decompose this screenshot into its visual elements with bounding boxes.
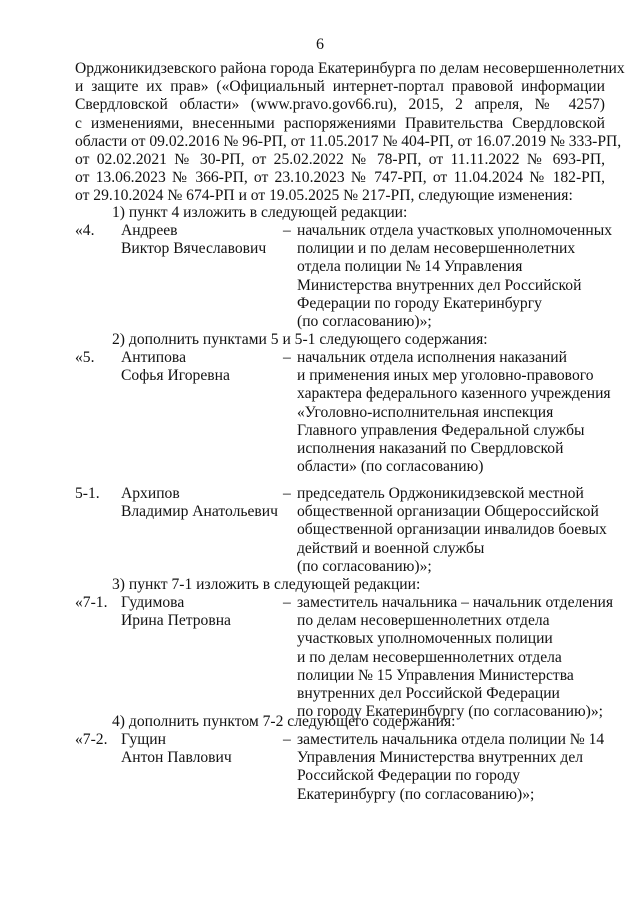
section-heading-1: 1) пункт 4 изложить в следующей редакции: (112, 204, 408, 221)
intro-line: области от 09.02.2016 № 96-РП, от 11.05.2017 № 404-РП, от 16.07.2019 № 333-РП, (75, 132, 622, 150)
desc-line: Министерства внутренних дел Российской (297, 276, 582, 294)
desc-line: области» (по согласованию) (297, 458, 484, 476)
desc-line: характера федерального казенного учреждения (297, 385, 611, 403)
page-number: 6 (316, 36, 324, 53)
entry-person-name (121, 485, 278, 521)
desc-line: и по делам несовершеннолетних отдела (297, 648, 562, 666)
entry-number: «7-1. (75, 594, 108, 611)
intro-paragraph (75, 60, 625, 206)
entry-position-description (297, 485, 607, 576)
intro-line: с изменениями, внесенными распоряжениями Правительства Свердловской (75, 114, 605, 132)
desc-line: председатель Орджоникидзевской местной (297, 485, 584, 502)
entry-person-name (121, 222, 266, 258)
desc-line: Российской Федерации по городу (297, 767, 521, 785)
desc-line: полиции и по делам несовершеннолетних (297, 240, 576, 258)
desc-line: начальник отдела участковых уполномоченных (297, 222, 613, 239)
surname: Архипов (121, 485, 180, 502)
given-name: Виктор Вячеславович (121, 240, 267, 258)
given-name: Ирина Петровна (121, 612, 231, 630)
dash-separator: – (283, 222, 291, 239)
given-name: Антон Павлович (121, 749, 232, 767)
desc-line: общественной организации инвалидов боевых (297, 521, 607, 539)
intro-line: и защите их прав» («Официальный интернет-портал правовой информации (75, 78, 605, 96)
entry-number: «5. (75, 349, 95, 366)
entry-person-name (121, 594, 231, 630)
entry-number: «4. (75, 222, 95, 239)
desc-line: Федерации по городу Екатеринбургу (297, 294, 542, 312)
desc-line: общественной организации Общероссийской (297, 503, 599, 521)
desc-line: по городу Екатеринбургу (по согласованию)»; (297, 703, 603, 721)
given-name: Софья Игоревна (121, 367, 230, 385)
entry-person-name (121, 731, 232, 767)
desc-line: Управления Министерства внутренних дел (297, 749, 584, 767)
intro-line: Орджоникидзевского района города Екатеринбурга по делам несовершеннолетних (75, 60, 625, 77)
surname: Антипова (121, 349, 186, 366)
desc-line: действий и военной службы (297, 539, 485, 557)
desc-line: Екатеринбургу (по согласованию)»; (297, 785, 535, 803)
desc-line: исполнения наказаний по Свердловской (297, 440, 564, 458)
intro-line: от 13.06.2023 № 366-РП, от 23.10.2023 № 747-РП, от 11.04.2024 № 182-РП, (75, 169, 605, 187)
dash-separator: – (283, 731, 291, 748)
desc-line: Главного управления Федеральной службы (297, 421, 585, 439)
entry-number: 5-1. (75, 485, 100, 502)
dash-separator: – (283, 594, 291, 611)
desc-line: отдела полиции № 14 Управления (297, 258, 523, 276)
desc-line: участковых уполномоченных полиции (297, 630, 553, 648)
section-heading-4: 4) дополнить пунктом 7-2 следующего содержания: (112, 713, 456, 730)
desc-line: «Уголовно-исполнительная инспекция (297, 403, 554, 421)
intro-line: Свердловской области» (www.pravo.gov66.ru), 2015, 2 апреля, № 4257) (75, 96, 605, 114)
surname: Андреев (121, 222, 178, 239)
dash-separator: – (283, 349, 291, 366)
entry-position-description (297, 349, 611, 476)
entry-number: «7-2. (75, 731, 108, 748)
intro-line: от 29.10.2024 № 674-РП и от 19.05.2025 № 217-РП, следующие изменения: (75, 187, 573, 205)
intro-line: от 02.02.2021 № 30-РП, от 25.02.2022 № 78-РП, от 11.11.2022 № 693-РП, (75, 151, 605, 169)
entry-person-name (121, 349, 230, 385)
given-name: Владимир Анатольевич (121, 503, 278, 521)
desc-line: (по согласованию)»; (297, 313, 432, 331)
surname: Гущин (121, 731, 166, 748)
entry-position-description (297, 731, 604, 804)
desc-line: начальник отдела исполнения наказаний (297, 349, 567, 366)
desc-line: по делам несовершеннолетних отдела (297, 612, 550, 630)
entry-position-description (297, 222, 612, 331)
section-heading-3: 3) пункт 7-1 изложить в следующей редакции: (112, 576, 421, 593)
desc-line: заместитель начальника отдела полиции № 14 (297, 731, 605, 748)
entry-position-description (297, 594, 613, 721)
dash-separator: – (283, 485, 291, 502)
section-heading-2: 2) дополнить пунктами 5 и 5-1 следующего содержания: (112, 331, 488, 348)
desc-line: полиции № 15 Управления Министерства (297, 666, 574, 684)
desc-line: заместитель начальника – начальник отделения (297, 594, 614, 611)
desc-line: внутренних дел Российской Федерации (297, 685, 560, 703)
desc-line: и применения иных мер уголовно-правового (297, 367, 594, 385)
desc-line: (по согласованию)»; (297, 557, 432, 575)
surname: Гудимова (121, 594, 185, 611)
